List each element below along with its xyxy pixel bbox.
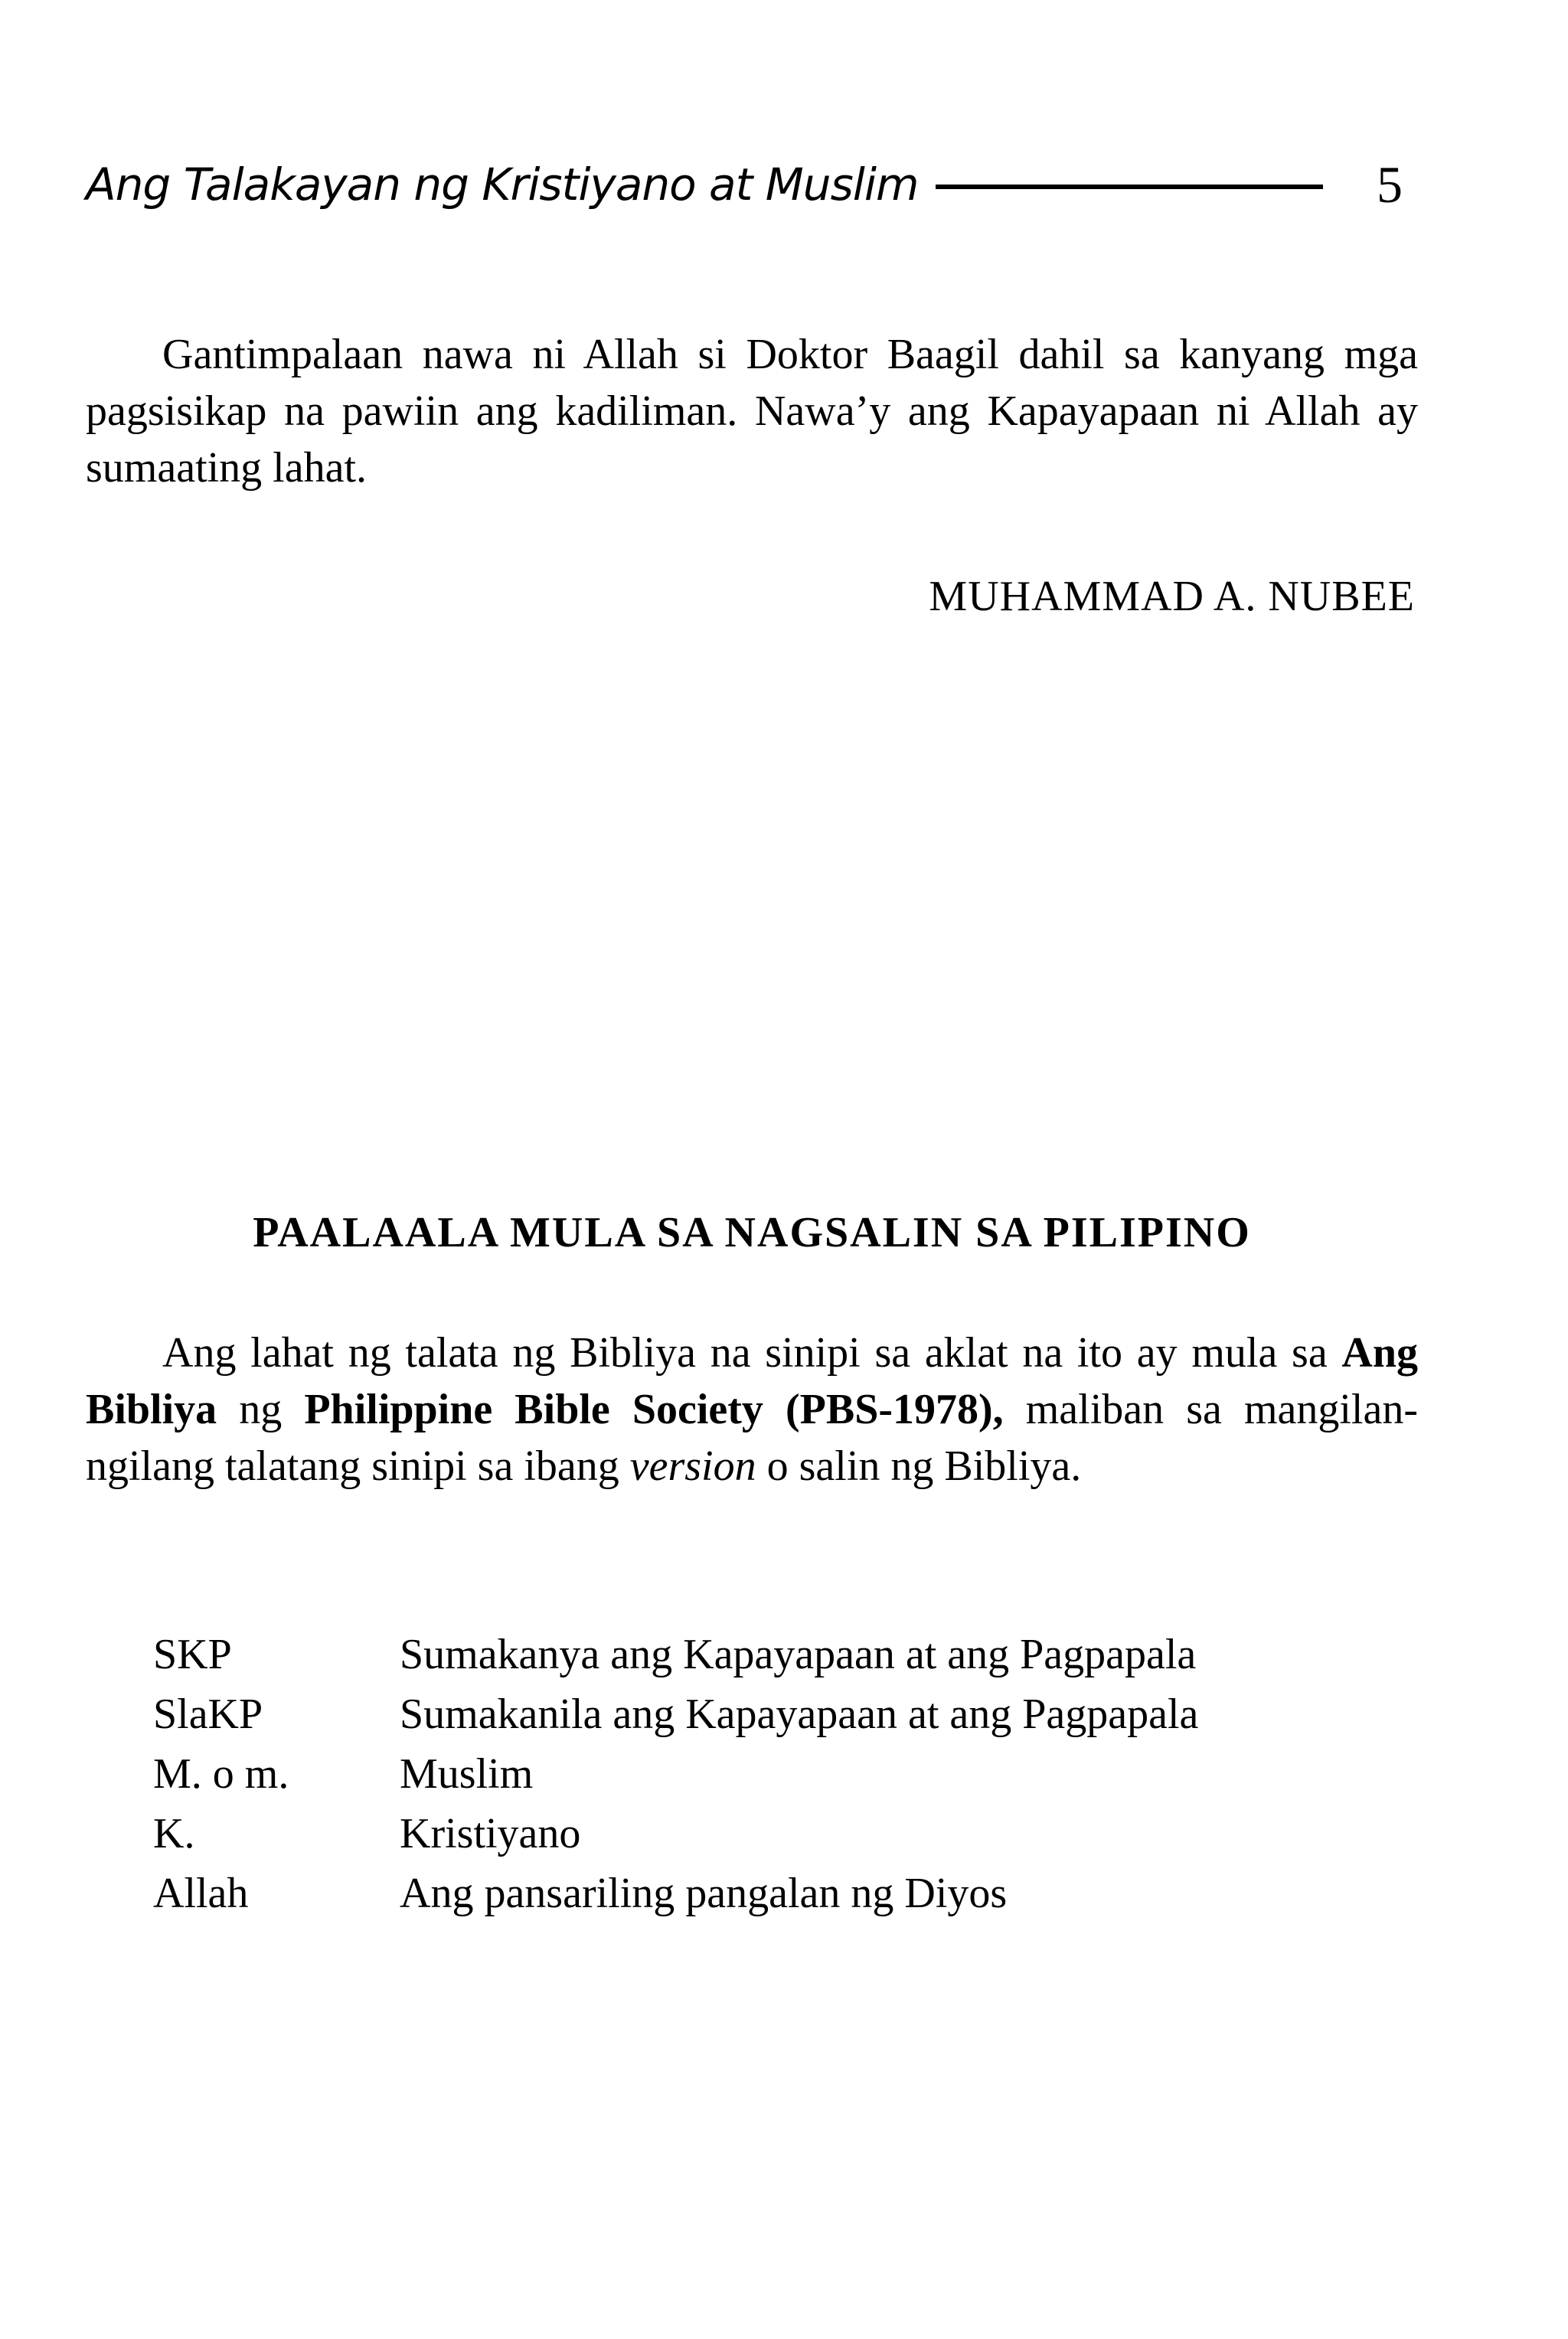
abbreviation-meaning: Muslim xyxy=(400,1750,534,1798)
page-number: 5 xyxy=(1377,155,1403,214)
note-text-2: ng xyxy=(217,1386,305,1433)
note-italic-version: version xyxy=(629,1442,756,1490)
table-row xyxy=(153,1867,1198,1926)
abbreviation: M. o m. xyxy=(153,1750,289,1798)
header-rule xyxy=(936,185,1323,189)
note-bold-bible: Ang Bibliya xyxy=(86,1329,1418,1433)
abbreviation-meaning: Kristiyano xyxy=(400,1810,581,1857)
abbreviation: SKP xyxy=(153,1631,232,1678)
abbreviation-meaning: Sumakanila ang Kapayapaan at ang Pagpapala xyxy=(400,1691,1199,1738)
closing-paragraph: Gantimpalaan nawa ni Allah si Doktor Baagil dahil sa kanyang mga pagsisikap na pawiin ang kadiliman. Nawa’y ang Kapayapaan ni Allah ay sumaating lahat. xyxy=(86,331,1418,492)
note-bold-society: Philippine Bible Society (PBS-1978), xyxy=(304,1386,1004,1433)
table-row xyxy=(153,1628,1198,1687)
note-text-3: maliban sa mangilan-ngilang talatang sinipi sa ibang xyxy=(86,1386,1418,1490)
table-row xyxy=(153,1807,1198,1867)
section-heading: PAALAALA MULA SA NAGSALIN SA PILIPINO xyxy=(253,1209,1251,1256)
author-signature: MUHAMMAD A. NUBEE xyxy=(929,573,1415,620)
running-header xyxy=(86,150,1403,219)
abbreviation: K. xyxy=(153,1810,195,1857)
note-text-4: o salin ng Bibliya. xyxy=(756,1442,1082,1490)
header-title: Ang Talakayan ng Kristiyano at Muslim xyxy=(86,158,919,211)
abbreviation: SlaKP xyxy=(153,1691,263,1738)
abbreviation-meaning: Sumakanya ang Kapayapaan at ang Pagpapala xyxy=(400,1631,1197,1678)
translator-note-paragraph xyxy=(86,1325,1418,1495)
table-row xyxy=(153,1747,1198,1807)
abbreviation-table xyxy=(153,1628,1198,1926)
abbreviation-meaning: Ang pansariling pangalan ng Diyos xyxy=(400,1870,1008,1917)
note-text-1: Ang lahat ng talata ng Bibliya na sinipi sa aklat na ito ay mula sa xyxy=(162,1329,1342,1377)
table-row xyxy=(153,1687,1198,1747)
abbreviation: Allah xyxy=(153,1870,249,1917)
